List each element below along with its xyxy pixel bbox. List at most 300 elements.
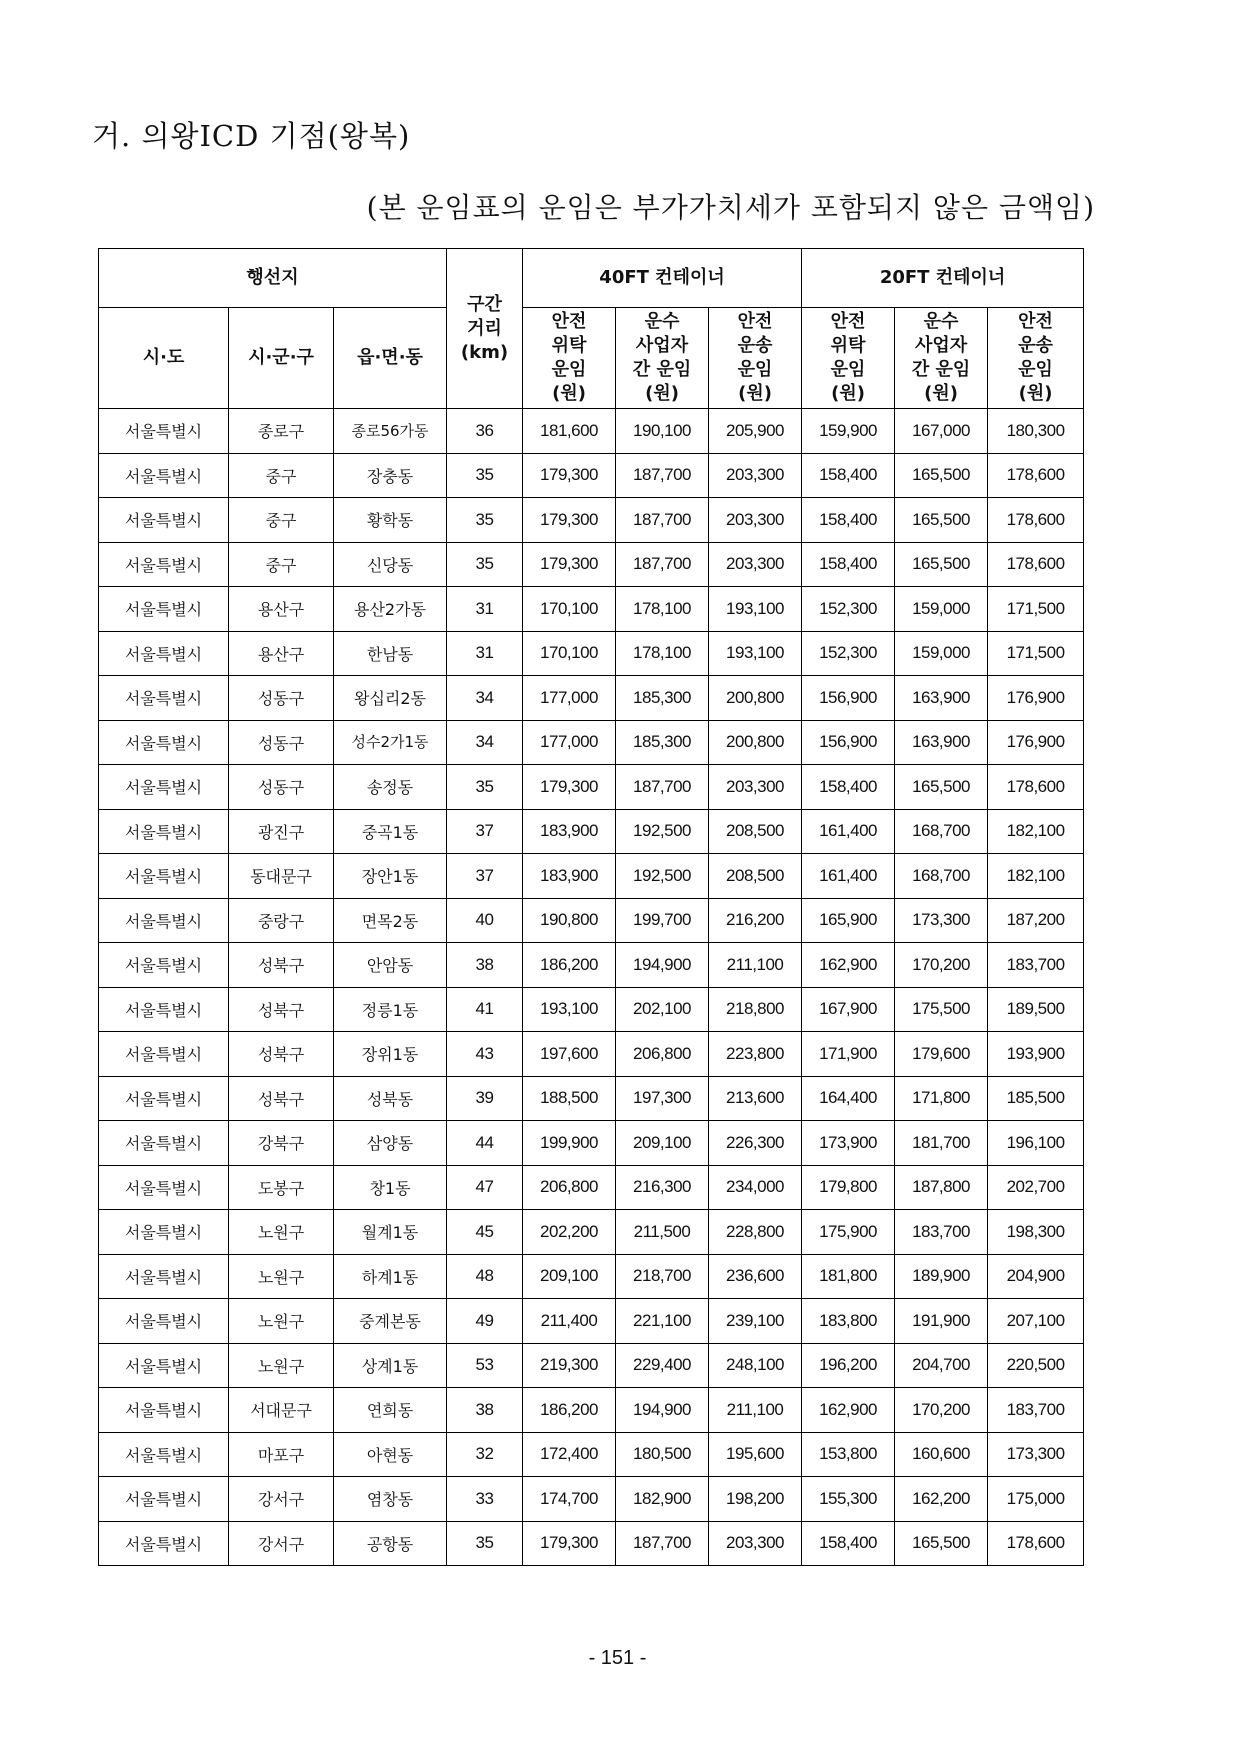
cell-rate-40ft-carrier: 192,500 <box>616 854 709 899</box>
cell-distance: 41 <box>447 987 523 1032</box>
cell-distance: 35 <box>447 453 523 498</box>
cell-rate-40ft-safety-transport: 213,600 <box>709 1076 802 1121</box>
cell-rate-20ft-safety-consign: 156,900 <box>802 676 895 721</box>
cell-rate-40ft-safety-consign: 202,200 <box>523 1210 616 1255</box>
cell-distance: 39 <box>447 1076 523 1121</box>
cell-rate-40ft-safety-consign: 183,900 <box>523 854 616 899</box>
cell-distance: 35 <box>447 1521 523 1566</box>
cell-rate-20ft-safety-transport: 178,600 <box>988 765 1084 810</box>
cell-eupmyeondong: 면목2동 <box>334 898 447 943</box>
cell-sigungu: 노원구 <box>229 1210 334 1255</box>
cell-rate-20ft-carrier: 162,200 <box>895 1477 988 1522</box>
cell-rate-20ft-carrier: 179,600 <box>895 1032 988 1077</box>
table-row <box>99 943 1084 988</box>
cell-rate-40ft-carrier: 216,300 <box>616 1165 709 1210</box>
cell-sigungu: 도봉구 <box>229 1165 334 1210</box>
table-row <box>99 809 1084 854</box>
cell-sido: 서울특별시 <box>99 1032 229 1077</box>
header-20ft-safety-consign-rate: 안전 위탁 운임 (원) <box>802 308 895 409</box>
cell-sido: 서울특별시 <box>99 809 229 854</box>
cell-eupmyeondong: 하계1동 <box>334 1254 447 1299</box>
table-row <box>99 1343 1084 1388</box>
cell-rate-20ft-safety-consign: 162,900 <box>802 943 895 988</box>
cell-sigungu: 마포구 <box>229 1432 334 1477</box>
header-20ft-safety-transport-rate: 안전 운송 운임 (원) <box>988 308 1084 409</box>
cell-sigungu: 성동구 <box>229 720 334 765</box>
cell-rate-40ft-safety-transport: 203,300 <box>709 498 802 543</box>
header-sido: 시·도 <box>99 308 229 409</box>
cell-eupmyeondong: 중계본동 <box>334 1299 447 1344</box>
table-row <box>99 1299 1084 1344</box>
cell-sigungu: 성북구 <box>229 1032 334 1077</box>
cell-eupmyeondong: 성수2가1동 <box>334 720 447 765</box>
cell-sigungu: 중구 <box>229 498 334 543</box>
cell-sigungu: 용산구 <box>229 631 334 676</box>
cell-sido: 서울특별시 <box>99 1299 229 1344</box>
cell-rate-40ft-carrier: 178,100 <box>616 631 709 676</box>
cell-distance: 49 <box>447 1299 523 1344</box>
cell-eupmyeondong: 공항동 <box>334 1521 447 1566</box>
header-40ft-carrier-rate: 운수 사업자 간 운임 (원) <box>616 308 709 409</box>
cell-rate-40ft-safety-consign: 188,500 <box>523 1076 616 1121</box>
cell-rate-40ft-safety-transport: 216,200 <box>709 898 802 943</box>
header-20ft-carrier-rate: 운수 사업자 간 운임 (원) <box>895 308 988 409</box>
cell-distance: 32 <box>447 1432 523 1477</box>
cell-rate-20ft-carrier: 159,000 <box>895 631 988 676</box>
cell-rate-40ft-carrier: 211,500 <box>616 1210 709 1255</box>
cell-sigungu: 서대문구 <box>229 1388 334 1433</box>
header-40ft-safety-consign-rate: 안전 위탁 운임 (원) <box>523 308 616 409</box>
table-row <box>99 498 1084 543</box>
cell-eupmyeondong: 아현동 <box>334 1432 447 1477</box>
cell-rate-20ft-carrier: 167,000 <box>895 409 988 454</box>
cell-rate-40ft-carrier: 190,100 <box>616 409 709 454</box>
cell-rate-40ft-safety-consign: 193,100 <box>523 987 616 1032</box>
cell-sigungu: 노원구 <box>229 1254 334 1299</box>
cell-rate-40ft-safety-consign: 190,800 <box>523 898 616 943</box>
cell-rate-20ft-safety-consign: 183,800 <box>802 1299 895 1344</box>
cell-distance: 35 <box>447 765 523 810</box>
cell-rate-40ft-safety-transport: 203,300 <box>709 542 802 587</box>
cell-rate-20ft-safety-transport: 196,100 <box>988 1121 1084 1166</box>
table-row <box>99 720 1084 765</box>
cell-rate-40ft-safety-transport: 193,100 <box>709 631 802 676</box>
table-row <box>99 409 1084 454</box>
cell-rate-40ft-carrier: 180,500 <box>616 1432 709 1477</box>
cell-rate-20ft-safety-consign: 175,900 <box>802 1210 895 1255</box>
cell-rate-20ft-safety-transport: 202,700 <box>988 1165 1084 1210</box>
cell-rate-40ft-carrier: 206,800 <box>616 1032 709 1077</box>
cell-rate-40ft-safety-transport: 200,800 <box>709 720 802 765</box>
cell-sido: 서울특별시 <box>99 943 229 988</box>
cell-sido: 서울특별시 <box>99 587 229 632</box>
cell-distance: 33 <box>447 1477 523 1522</box>
cell-rate-20ft-carrier: 173,300 <box>895 898 988 943</box>
cell-rate-40ft-safety-transport: 211,100 <box>709 943 802 988</box>
page-number: - 151 - <box>588 1647 647 1669</box>
cell-sigungu: 노원구 <box>229 1299 334 1344</box>
cell-rate-20ft-safety-transport: 182,100 <box>988 809 1084 854</box>
cell-rate-20ft-safety-transport: 183,700 <box>988 943 1084 988</box>
cell-sido: 서울특별시 <box>99 1121 229 1166</box>
table-row <box>99 1477 1084 1522</box>
cell-eupmyeondong: 안암동 <box>334 943 447 988</box>
cell-rate-20ft-safety-consign: 164,400 <box>802 1076 895 1121</box>
cell-rate-20ft-carrier: 168,700 <box>895 809 988 854</box>
cell-rate-20ft-safety-consign: 158,400 <box>802 542 895 587</box>
cell-rate-40ft-safety-transport: 193,100 <box>709 587 802 632</box>
cell-rate-40ft-safety-consign: 206,800 <box>523 1165 616 1210</box>
cell-sido: 서울특별시 <box>99 631 229 676</box>
cell-sido: 서울특별시 <box>99 720 229 765</box>
table-row <box>99 765 1084 810</box>
table-row <box>99 1165 1084 1210</box>
cell-sido: 서울특별시 <box>99 854 229 899</box>
cell-sido: 서울특별시 <box>99 987 229 1032</box>
section-heading: 거. 의왕ICD 기점(왕복) <box>92 119 411 153</box>
header-40ft-safety-transport-rate: 안전 운송 운임 (원) <box>709 308 802 409</box>
cell-eupmyeondong: 삼양동 <box>334 1121 447 1166</box>
cell-rate-40ft-safety-transport: 205,900 <box>709 409 802 454</box>
cell-rate-40ft-carrier: 185,300 <box>616 720 709 765</box>
table-row <box>99 1210 1084 1255</box>
cell-rate-20ft-safety-consign: 165,900 <box>802 898 895 943</box>
cell-rate-40ft-safety-consign: 211,400 <box>523 1299 616 1344</box>
cell-rate-40ft-carrier: 187,700 <box>616 1521 709 1566</box>
cell-rate-40ft-safety-consign: 177,000 <box>523 676 616 721</box>
cell-rate-20ft-safety-consign: 158,400 <box>802 765 895 810</box>
table-row <box>99 453 1084 498</box>
cell-rate-20ft-safety-consign: 171,900 <box>802 1032 895 1077</box>
cell-sigungu: 성북구 <box>229 987 334 1032</box>
cell-sigungu: 중구 <box>229 542 334 587</box>
cell-distance: 37 <box>447 809 523 854</box>
cell-rate-20ft-safety-transport: 198,300 <box>988 1210 1084 1255</box>
cell-distance: 44 <box>447 1121 523 1166</box>
cell-rate-20ft-safety-transport: 220,500 <box>988 1343 1084 1388</box>
cell-distance: 35 <box>447 542 523 587</box>
cell-rate-20ft-carrier: 170,200 <box>895 943 988 988</box>
cell-sido: 서울특별시 <box>99 542 229 587</box>
cell-sido: 서울특별시 <box>99 498 229 543</box>
cell-eupmyeondong: 신당동 <box>334 542 447 587</box>
cell-rate-40ft-safety-consign: 179,300 <box>523 498 616 543</box>
cell-rate-40ft-safety-consign: 219,300 <box>523 1343 616 1388</box>
cell-sido: 서울특별시 <box>99 765 229 810</box>
cell-rate-20ft-safety-consign: 196,200 <box>802 1343 895 1388</box>
cell-rate-20ft-carrier: 165,500 <box>895 542 988 587</box>
freight-rate-table <box>98 248 1084 1566</box>
cell-rate-40ft-safety-consign: 172,400 <box>523 1432 616 1477</box>
cell-rate-20ft-safety-consign: 162,900 <box>802 1388 895 1433</box>
table-row <box>99 1254 1084 1299</box>
cell-rate-20ft-safety-consign: 158,400 <box>802 453 895 498</box>
cell-distance: 53 <box>447 1343 523 1388</box>
cell-distance: 45 <box>447 1210 523 1255</box>
table-row <box>99 676 1084 721</box>
cell-sido: 서울특별시 <box>99 1343 229 1388</box>
cell-rate-40ft-safety-transport: 236,600 <box>709 1254 802 1299</box>
cell-eupmyeondong: 송정동 <box>334 765 447 810</box>
cell-rate-20ft-safety-transport: 189,500 <box>988 987 1084 1032</box>
cell-sigungu: 성북구 <box>229 1076 334 1121</box>
cell-sigungu: 동대문구 <box>229 854 334 899</box>
table-row <box>99 898 1084 943</box>
cell-rate-40ft-safety-transport: 239,100 <box>709 1299 802 1344</box>
cell-eupmyeondong: 정릉1동 <box>334 987 447 1032</box>
cell-rate-20ft-carrier: 171,800 <box>895 1076 988 1121</box>
cell-rate-40ft-safety-transport: 203,300 <box>709 453 802 498</box>
cell-rate-20ft-safety-transport: 185,500 <box>988 1076 1084 1121</box>
cell-rate-40ft-safety-transport: 218,800 <box>709 987 802 1032</box>
cell-rate-20ft-safety-transport: 176,900 <box>988 676 1084 721</box>
cell-rate-20ft-carrier: 163,900 <box>895 676 988 721</box>
cell-rate-20ft-carrier: 175,500 <box>895 987 988 1032</box>
cell-eupmyeondong: 한남동 <box>334 631 447 676</box>
cell-distance: 36 <box>447 409 523 454</box>
cell-sido: 서울특별시 <box>99 1477 229 1522</box>
table-row <box>99 1032 1084 1077</box>
header-sigungu: 시·군·구 <box>229 308 334 409</box>
cell-rate-40ft-safety-consign: 179,300 <box>523 542 616 587</box>
cell-rate-40ft-safety-transport: 198,200 <box>709 1477 802 1522</box>
cell-rate-40ft-safety-consign: 181,600 <box>523 409 616 454</box>
cell-eupmyeondong: 연희동 <box>334 1388 447 1433</box>
table-row <box>99 587 1084 632</box>
cell-rate-20ft-carrier: 163,900 <box>895 720 988 765</box>
cell-rate-40ft-carrier: 187,700 <box>616 453 709 498</box>
cell-rate-20ft-safety-consign: 155,300 <box>802 1477 895 1522</box>
cell-rate-40ft-carrier: 192,500 <box>616 809 709 854</box>
cell-rate-20ft-safety-transport: 178,600 <box>988 498 1084 543</box>
cell-rate-20ft-safety-transport: 193,900 <box>988 1032 1084 1077</box>
cell-sido: 서울특별시 <box>99 898 229 943</box>
cell-distance: 43 <box>447 1032 523 1077</box>
cell-sido: 서울특별시 <box>99 409 229 454</box>
cell-sido: 서울특별시 <box>99 1521 229 1566</box>
cell-rate-20ft-carrier: 170,200 <box>895 1388 988 1433</box>
cell-rate-20ft-safety-transport: 182,100 <box>988 854 1084 899</box>
header-distance: 구간 거리 (km) <box>447 249 523 409</box>
cell-rate-40ft-safety-consign: 197,600 <box>523 1032 616 1077</box>
cell-sigungu: 강북구 <box>229 1121 334 1166</box>
cell-rate-20ft-safety-transport: 180,300 <box>988 409 1084 454</box>
table-row <box>99 1521 1084 1566</box>
cell-rate-40ft-safety-transport: 208,500 <box>709 854 802 899</box>
table-row <box>99 1076 1084 1121</box>
cell-rate-40ft-carrier: 221,100 <box>616 1299 709 1344</box>
cell-rate-40ft-carrier: 197,300 <box>616 1076 709 1121</box>
cell-rate-40ft-safety-transport: 203,300 <box>709 765 802 810</box>
cell-rate-40ft-carrier: 194,900 <box>616 943 709 988</box>
cell-rate-40ft-carrier: 178,100 <box>616 587 709 632</box>
cell-sido: 서울특별시 <box>99 1076 229 1121</box>
cell-rate-20ft-carrier: 168,700 <box>895 854 988 899</box>
cell-sigungu: 광진구 <box>229 809 334 854</box>
cell-rate-40ft-safety-consign: 186,200 <box>523 1388 616 1433</box>
cell-sido: 서울특별시 <box>99 453 229 498</box>
cell-rate-40ft-carrier: 187,700 <box>616 542 709 587</box>
cell-rate-40ft-safety-consign: 199,900 <box>523 1121 616 1166</box>
cell-rate-20ft-safety-consign: 158,400 <box>802 498 895 543</box>
cell-rate-20ft-safety-transport: 175,000 <box>988 1477 1084 1522</box>
cell-rate-40ft-safety-consign: 209,100 <box>523 1254 616 1299</box>
cell-rate-40ft-safety-transport: 228,800 <box>709 1210 802 1255</box>
cell-rate-40ft-carrier: 194,900 <box>616 1388 709 1433</box>
cell-rate-20ft-safety-consign: 156,900 <box>802 720 895 765</box>
cell-distance: 38 <box>447 943 523 988</box>
cell-sigungu: 용산구 <box>229 587 334 632</box>
cell-rate-20ft-safety-consign: 159,900 <box>802 409 895 454</box>
header-eupmyeondong: 읍·면·동 <box>334 308 447 409</box>
cell-rate-40ft-safety-transport: 208,500 <box>709 809 802 854</box>
cell-rate-20ft-safety-consign: 161,400 <box>802 854 895 899</box>
cell-rate-40ft-carrier: 218,700 <box>616 1254 709 1299</box>
cell-rate-40ft-carrier: 187,700 <box>616 765 709 810</box>
cell-rate-20ft-carrier: 165,500 <box>895 765 988 810</box>
cell-rate-40ft-safety-consign: 177,000 <box>523 720 616 765</box>
cell-sigungu: 중랑구 <box>229 898 334 943</box>
cell-rate-40ft-safety-transport: 203,300 <box>709 1521 802 1566</box>
cell-rate-20ft-carrier: 189,900 <box>895 1254 988 1299</box>
cell-rate-20ft-safety-consign: 167,900 <box>802 987 895 1032</box>
cell-distance: 35 <box>447 498 523 543</box>
cell-rate-20ft-safety-transport: 173,300 <box>988 1432 1084 1477</box>
table-row <box>99 631 1084 676</box>
cell-rate-20ft-carrier: 165,500 <box>895 453 988 498</box>
cell-sigungu: 중구 <box>229 453 334 498</box>
cell-rate-40ft-safety-consign: 186,200 <box>523 943 616 988</box>
cell-eupmyeondong: 장충동 <box>334 453 447 498</box>
cell-sido: 서울특별시 <box>99 1254 229 1299</box>
cell-eupmyeondong: 염창동 <box>334 1477 447 1522</box>
cell-distance: 47 <box>447 1165 523 1210</box>
cell-sido: 서울특별시 <box>99 1388 229 1433</box>
cell-eupmyeondong: 왕십리2동 <box>334 676 447 721</box>
cell-sido: 서울특별시 <box>99 1210 229 1255</box>
cell-rate-20ft-carrier: 165,500 <box>895 498 988 543</box>
cell-rate-20ft-safety-consign: 173,900 <box>802 1121 895 1166</box>
cell-eupmyeondong: 성북동 <box>334 1076 447 1121</box>
cell-distance: 34 <box>447 720 523 765</box>
cell-sigungu: 강서구 <box>229 1521 334 1566</box>
cell-rate-40ft-safety-transport: 248,100 <box>709 1343 802 1388</box>
header-20ft-container: 20FT 컨테이너 <box>802 249 1084 308</box>
cell-eupmyeondong: 장안1동 <box>334 854 447 899</box>
cell-rate-20ft-carrier: 181,700 <box>895 1121 988 1166</box>
cell-rate-20ft-safety-transport: 207,100 <box>988 1299 1084 1344</box>
table-row <box>99 1121 1084 1166</box>
cell-sigungu: 성동구 <box>229 765 334 810</box>
cell-rate-40ft-safety-transport: 211,100 <box>709 1388 802 1433</box>
cell-eupmyeondong: 중곡1동 <box>334 809 447 854</box>
cell-sigungu: 성북구 <box>229 943 334 988</box>
table-row <box>99 987 1084 1032</box>
cell-rate-20ft-safety-transport: 171,500 <box>988 631 1084 676</box>
table-body <box>99 409 1084 1566</box>
cell-rate-40ft-safety-transport: 226,300 <box>709 1121 802 1166</box>
cell-rate-40ft-safety-consign: 179,300 <box>523 1521 616 1566</box>
cell-rate-40ft-carrier: 199,700 <box>616 898 709 943</box>
cell-rate-40ft-safety-transport: 200,800 <box>709 676 802 721</box>
cell-rate-40ft-safety-consign: 179,300 <box>523 765 616 810</box>
cell-rate-40ft-safety-transport: 223,800 <box>709 1032 802 1077</box>
cell-rate-40ft-safety-consign: 170,100 <box>523 631 616 676</box>
cell-rate-20ft-carrier: 187,800 <box>895 1165 988 1210</box>
cell-sigungu: 성동구 <box>229 676 334 721</box>
cell-rate-20ft-carrier: 165,500 <box>895 1521 988 1566</box>
cell-rate-20ft-safety-transport: 178,600 <box>988 1521 1084 1566</box>
cell-rate-20ft-safety-consign: 158,400 <box>802 1521 895 1566</box>
cell-rate-20ft-carrier: 160,600 <box>895 1432 988 1477</box>
cell-sigungu: 강서구 <box>229 1477 334 1522</box>
cell-eupmyeondong: 용산2가동 <box>334 587 447 632</box>
cell-rate-40ft-carrier: 182,900 <box>616 1477 709 1522</box>
cell-distance: 37 <box>447 854 523 899</box>
cell-rate-20ft-safety-consign: 181,800 <box>802 1254 895 1299</box>
cell-rate-20ft-safety-transport: 176,900 <box>988 720 1084 765</box>
cell-rate-20ft-carrier: 204,700 <box>895 1343 988 1388</box>
cell-rate-20ft-carrier: 191,900 <box>895 1299 988 1344</box>
cell-eupmyeondong: 월계1동 <box>334 1210 447 1255</box>
cell-rate-20ft-carrier: 183,700 <box>895 1210 988 1255</box>
cell-eupmyeondong: 상계1동 <box>334 1343 447 1388</box>
cell-sido: 서울특별시 <box>99 1165 229 1210</box>
cell-sigungu: 종로구 <box>229 409 334 454</box>
header-40ft-container: 40FT 컨테이너 <box>523 249 802 308</box>
cell-rate-20ft-safety-transport: 178,600 <box>988 453 1084 498</box>
cell-rate-40ft-carrier: 209,100 <box>616 1121 709 1166</box>
cell-distance: 48 <box>447 1254 523 1299</box>
table-row <box>99 854 1084 899</box>
cell-rate-40ft-safety-consign: 179,300 <box>523 453 616 498</box>
cell-rate-40ft-safety-consign: 170,100 <box>523 587 616 632</box>
cell-eupmyeondong: 창1동 <box>334 1165 447 1210</box>
cell-rate-40ft-safety-transport: 234,000 <box>709 1165 802 1210</box>
table-row <box>99 1432 1084 1477</box>
cell-rate-20ft-safety-consign: 179,800 <box>802 1165 895 1210</box>
cell-rate-40ft-safety-consign: 174,700 <box>523 1477 616 1522</box>
cell-rate-40ft-carrier: 202,100 <box>616 987 709 1032</box>
cell-distance: 31 <box>447 631 523 676</box>
table-row <box>99 542 1084 587</box>
cell-rate-20ft-safety-transport: 183,700 <box>988 1388 1084 1433</box>
cell-rate-20ft-safety-consign: 153,800 <box>802 1432 895 1477</box>
cell-rate-40ft-carrier: 229,400 <box>616 1343 709 1388</box>
cell-eupmyeondong: 종로56가동 <box>334 409 447 454</box>
cell-rate-20ft-safety-consign: 161,400 <box>802 809 895 854</box>
cell-distance: 40 <box>447 898 523 943</box>
cell-rate-20ft-safety-transport: 187,200 <box>988 898 1084 943</box>
cell-rate-20ft-safety-transport: 171,500 <box>988 587 1084 632</box>
vat-note: (본 운임표의 운임은 부가가치세가 포함되지 않은 금액임) <box>366 191 1095 224</box>
cell-rate-40ft-safety-consign: 183,900 <box>523 809 616 854</box>
cell-distance: 31 <box>447 587 523 632</box>
header-destination: 행선지 <box>99 249 447 308</box>
cell-rate-20ft-safety-transport: 204,900 <box>988 1254 1084 1299</box>
cell-distance: 34 <box>447 676 523 721</box>
cell-sido: 서울특별시 <box>99 1432 229 1477</box>
cell-rate-20ft-safety-transport: 178,600 <box>988 542 1084 587</box>
cell-sido: 서울특별시 <box>99 676 229 721</box>
cell-eupmyeondong: 장위1동 <box>334 1032 447 1077</box>
cell-sigungu: 노원구 <box>229 1343 334 1388</box>
cell-distance: 38 <box>447 1388 523 1433</box>
cell-eupmyeondong: 황학동 <box>334 498 447 543</box>
cell-rate-20ft-safety-consign: 152,300 <box>802 631 895 676</box>
cell-rate-40ft-safety-transport: 195,600 <box>709 1432 802 1477</box>
cell-rate-40ft-carrier: 185,300 <box>616 676 709 721</box>
